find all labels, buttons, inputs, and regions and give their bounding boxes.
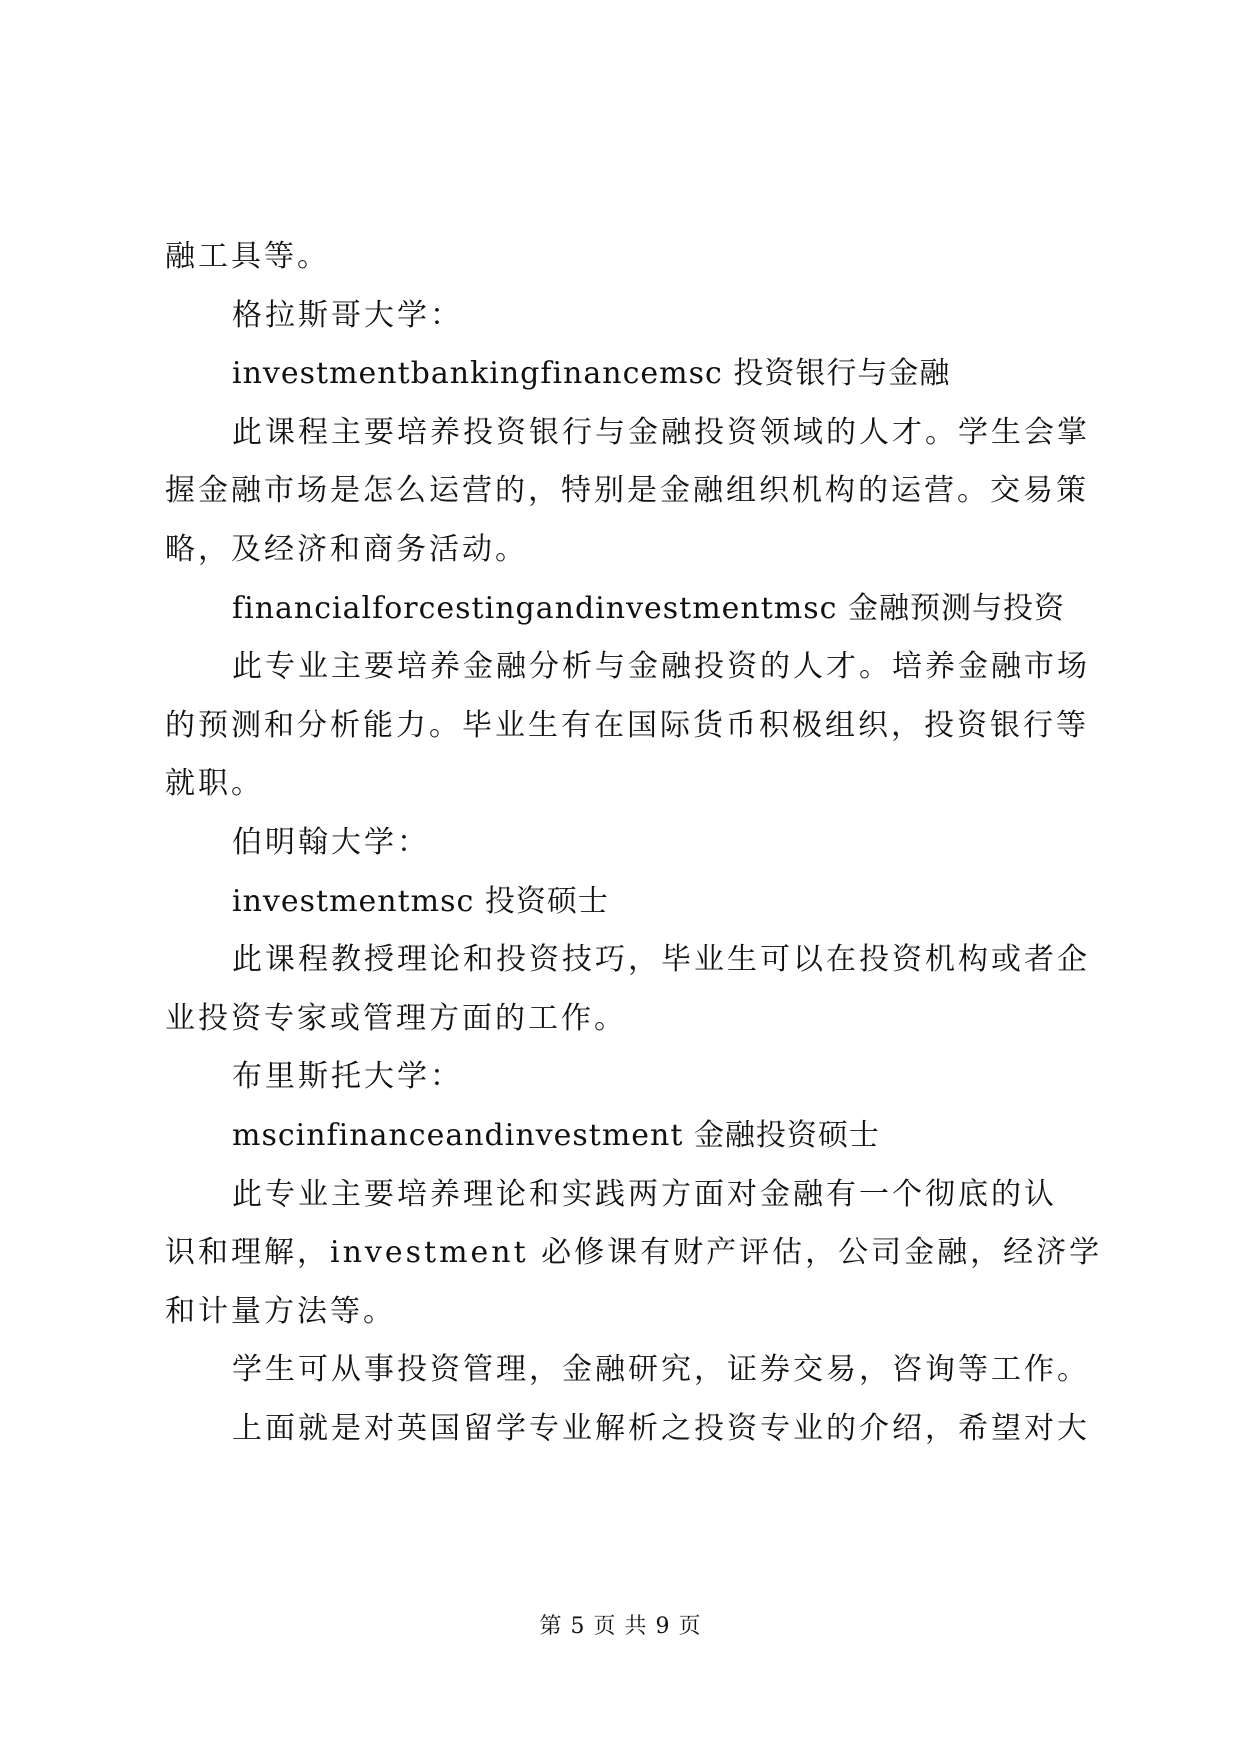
text-line: 略，及经济和商务活动。 [165,531,528,567]
text-line: 上面就是对英国留学专业解析之投资专业的介绍，希望对大 [232,1410,1090,1446]
text-line: 布里斯托大学： [232,1059,463,1095]
text-line: 伯明翰大学： [232,824,430,860]
text-line: 此专业主要培养金融分析与金融投资的人才。培养金融市场 [232,649,1090,685]
body-text [165,228,1103,1458]
text-line: 的预测和分析能力。毕业生有在国际货币积极组织，投资银行等 [165,707,1089,743]
text-line: investmentmsc 投资硕士 [232,883,609,919]
text-line: 格拉斯哥大学： [232,297,463,333]
text-line: mscinfinanceandinvestment 金融投资硕士 [232,1117,880,1153]
text-line: financialforcestingandinvestmentmsc 金融预测与投资 [232,590,1065,626]
text-line: 和计量方法等。 [165,1293,396,1329]
text-line: 握金融市场是怎么运营的，特别是金融组织机构的运营。交易策 [165,473,1089,509]
text-line: 此课程主要培养投资银行与金融投资领域的人才。学生会掌 [232,414,1090,450]
text-line: investmentbankingfinancemsc 投资银行与金融 [232,356,951,392]
text-line: 此专业主要培养理论和实践两方面对金融有一个彻底的认 [232,1176,1057,1212]
text-line: 学生可从事投资管理，金融研究，证券交易，咨询等工作。 [232,1352,1090,1388]
text-line: 就职。 [165,766,264,802]
text-line: 识和理解，investment 必修课有财产评估，公司金融，经济学 [165,1235,1103,1271]
text-line: 融工具等。 [165,239,330,274]
text-line: 此课程教授理论和投资技巧，毕业生可以在投资机构或者企 [232,942,1090,978]
page-footer: 第 5 页 共 9 页 [539,1614,702,1639]
text-line: 业投资专家或管理方面的工作。 [165,1000,627,1036]
